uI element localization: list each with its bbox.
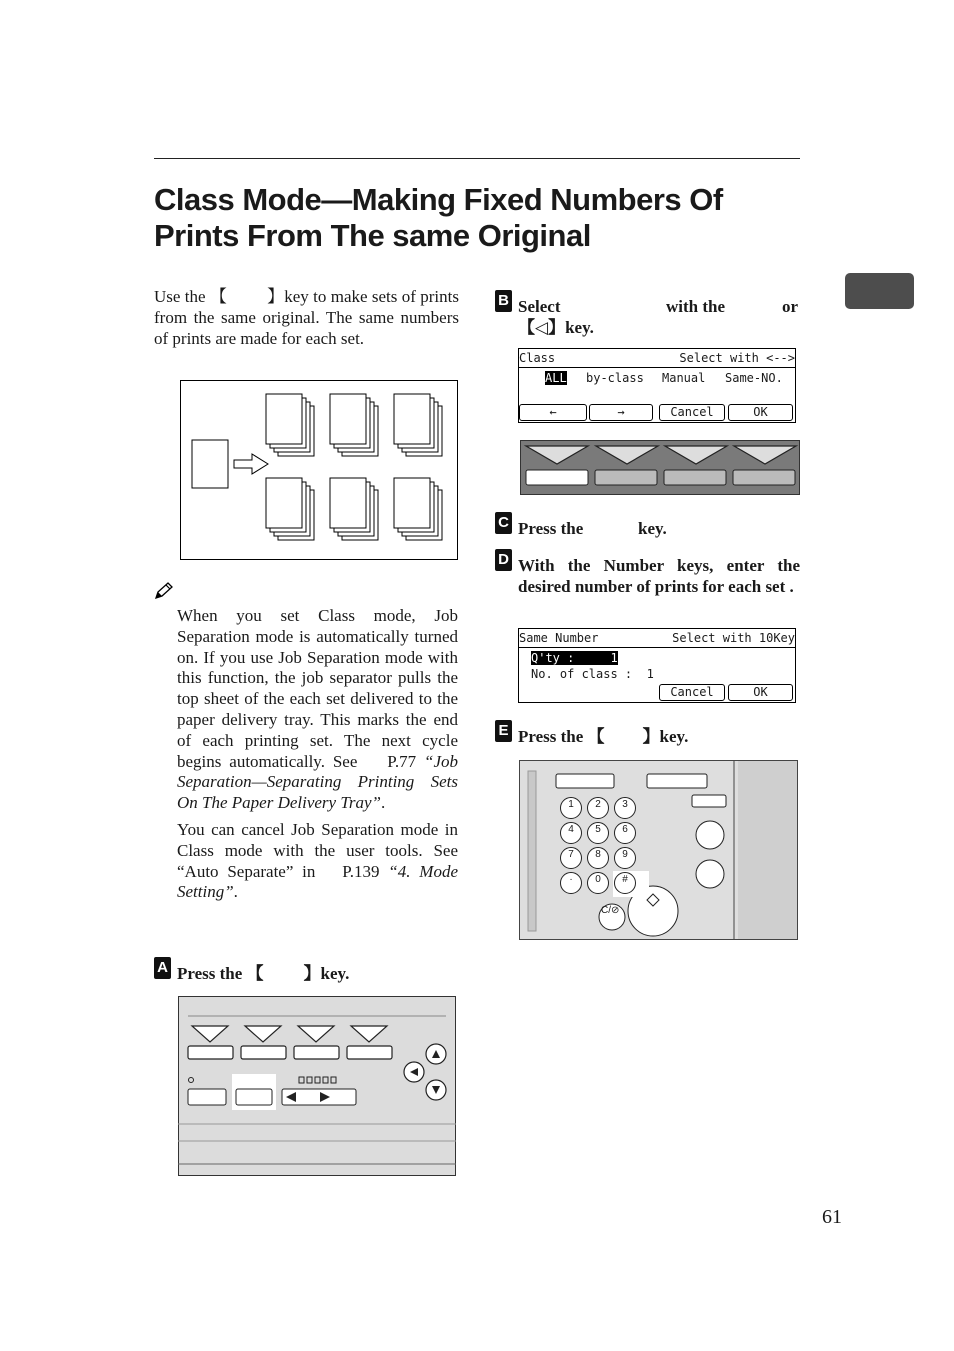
clear-modes-key[interactable]	[647, 774, 707, 788]
note-ref-77[interactable]: P.77	[387, 751, 417, 771]
step-5-text	[518, 726, 688, 747]
number-key[interactable]: #	[614, 872, 636, 894]
lcd2-hint: Select with 10Key	[672, 631, 795, 645]
step-4-number: D	[495, 549, 512, 571]
lcd1-option-manual[interactable]: Manual	[662, 371, 706, 385]
note-p2-end: .	[233, 882, 238, 902]
lcd1-ok-button[interactable]: OK	[728, 404, 793, 421]
intro-pre: Use the 【	[154, 287, 228, 306]
lcd2-cancel-button[interactable]: Cancel	[659, 684, 725, 701]
number-key[interactable]: 3	[614, 797, 636, 819]
clear-stop-key-label: C/⊘	[601, 905, 620, 916]
title-line-1: Class Mode—Making Fixed Numbers Of	[154, 182, 723, 217]
original-sheet	[192, 440, 228, 488]
step-3-number: C	[495, 512, 512, 534]
note-p2: You can cancel Job Separation mode in Class mode with the user tools. See “Auto Separate” in	[177, 819, 458, 881]
number-key[interactable]: 4	[560, 822, 582, 844]
title-line-2: Prints From The same Original	[154, 218, 591, 253]
control-panel-illustration	[178, 996, 456, 1176]
number-key[interactable]: 5	[587, 822, 609, 844]
number-keypad	[560, 797, 650, 897]
class-key[interactable]	[236, 1089, 272, 1105]
note-ref-title-1: “Job Separation—Separating Printing Sets On The Paper Delivery Tray”	[177, 751, 458, 813]
step-1-text	[177, 963, 349, 984]
lcd1-title: Class	[519, 351, 556, 365]
page-title	[154, 182, 814, 254]
print-set	[330, 478, 378, 540]
number-key[interactable]: 2	[587, 797, 609, 819]
number-key[interactable]: 7	[560, 847, 582, 869]
chapter-tab	[845, 273, 914, 309]
lcd2-number-of-class: No. of class : 1	[531, 667, 654, 681]
class-lcd-screen	[518, 348, 796, 423]
lcd1-option-same-no[interactable]: Same-NO.	[725, 371, 783, 385]
step-3-text	[518, 518, 800, 539]
print-set	[266, 478, 314, 540]
keypad-illustration	[519, 760, 798, 940]
class-mode-illustration	[180, 380, 458, 560]
step-3-a: Press the	[518, 519, 584, 538]
number-key[interactable]: 0	[587, 872, 609, 894]
note-p1: When you set Class mode, Job Separation mode is automatically turned on. If you use Job Separation mode with this function, the job separator pulls the top sheet of the each set delivered to the paper delivery tray. This marks the end of each printing set. The next cycle begins automatically. See	[177, 606, 458, 771]
step-5-pre: Press the 【	[518, 727, 605, 746]
print-set	[266, 394, 314, 456]
selection-key-3[interactable]	[664, 470, 726, 485]
lcd2-title: Same Number	[519, 631, 599, 645]
intro-paragraph	[154, 286, 459, 349]
note-pencil-icon	[154, 582, 174, 600]
note-block	[177, 606, 458, 909]
number-key[interactable]: 8	[587, 847, 609, 869]
step-2-a: Select	[518, 297, 561, 316]
lcd1-hint: Select with <-->	[679, 351, 795, 365]
note-ref-title-2: “4. Mode Setting”	[177, 861, 458, 902]
number-key[interactable]: 1	[560, 797, 582, 819]
header-rule	[154, 158, 800, 159]
step-4-text: With the Number keys, enter the desired number of prints for each set .	[518, 556, 800, 596]
lcd1-left-arrow-button[interactable]: ←	[519, 404, 587, 421]
step-5-post: 】key.	[642, 727, 689, 746]
note-p1-end: .	[380, 793, 386, 813]
step-2-c: or	[782, 297, 799, 316]
lcd1-right-arrow-button[interactable]: →	[589, 404, 653, 421]
selection-key-2[interactable]	[595, 470, 657, 485]
lcd2-quantity[interactable]: Q'ty : 1	[531, 651, 618, 665]
print-set	[330, 394, 378, 456]
selection-key-1[interactable]	[526, 470, 588, 485]
lcd1-option-all[interactable]: ALL	[545, 371, 567, 385]
step-1-pre: Press the 【	[177, 964, 264, 983]
number-key[interactable]: 6	[614, 822, 636, 844]
step-2-text	[518, 296, 800, 338]
selection-keys-panel	[520, 440, 800, 495]
intro-post: 】key to make sets of prints from the same original. The same numbers of prints are made for each set.	[154, 287, 459, 348]
lcd1-cancel-button[interactable]: Cancel	[659, 404, 725, 421]
step-5-number: E	[495, 720, 512, 742]
print-set	[394, 394, 442, 456]
selection-key-4[interactable]	[733, 470, 795, 485]
step-2-d: 【◁】key.	[518, 318, 594, 337]
step-1-number: A	[154, 957, 171, 979]
note-ref-139[interactable]: P.139	[342, 861, 380, 881]
number-key[interactable]: 9	[614, 847, 636, 869]
number-key[interactable]: ·	[560, 872, 582, 894]
step-2-number: B	[495, 290, 512, 312]
print-set	[394, 478, 442, 540]
step-2-b: with the	[666, 297, 726, 316]
program-key[interactable]	[556, 774, 614, 788]
same-number-lcd-screen	[518, 628, 796, 703]
lcd2-ok-button[interactable]: OK	[728, 684, 793, 701]
step-3-b: key.	[638, 519, 667, 538]
page-number: 61	[822, 1206, 842, 1228]
lcd1-option-by-class[interactable]: by-class	[586, 371, 644, 385]
step-1-post: 】key.	[303, 964, 350, 983]
